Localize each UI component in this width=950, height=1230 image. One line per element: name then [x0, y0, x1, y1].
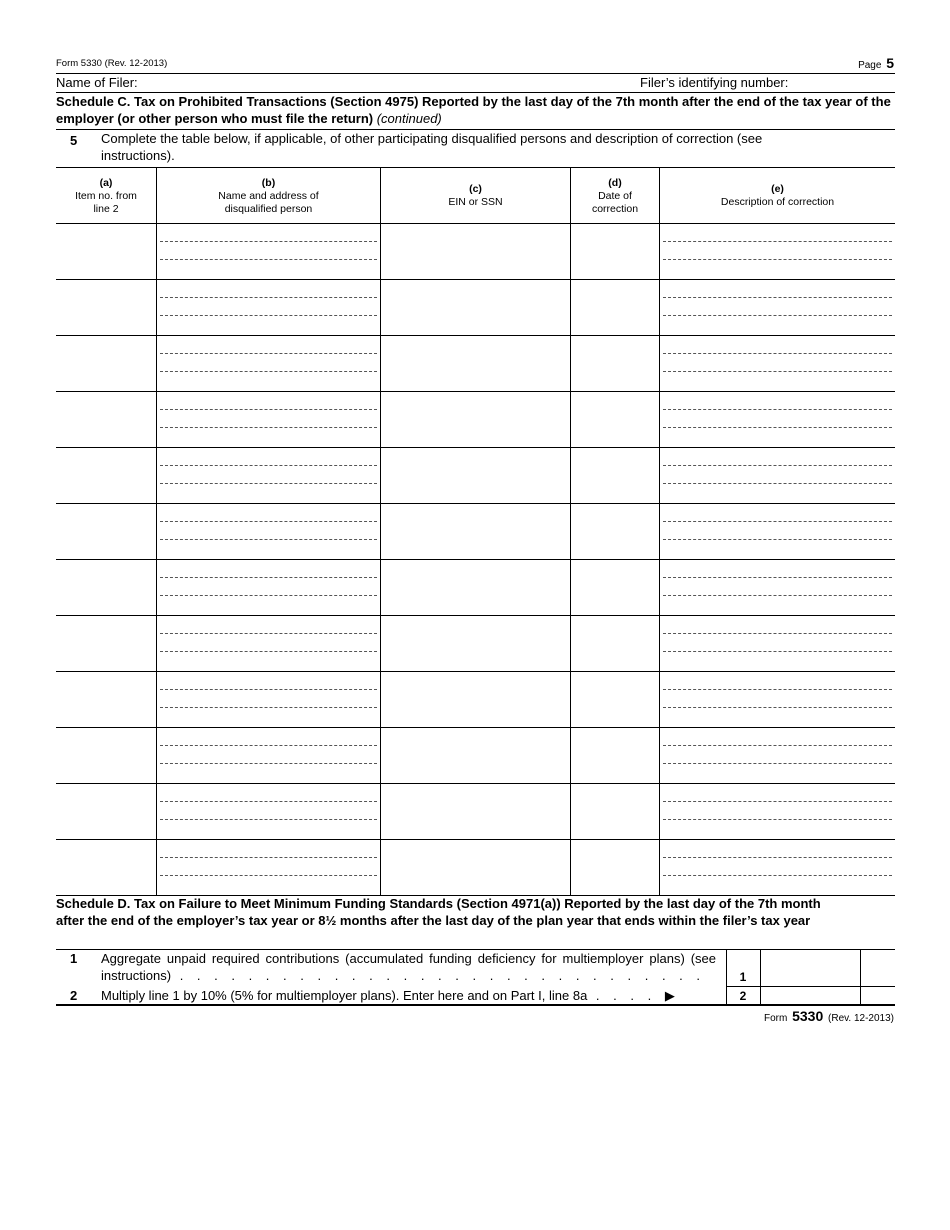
cell-name-address[interactable] [157, 336, 380, 390]
dotted-entry-line [663, 483, 892, 484]
dotted-entry-line [160, 745, 377, 746]
cell-item-no[interactable] [56, 280, 156, 334]
cell-ein-ssn[interactable] [381, 504, 570, 558]
dotted-entry-line [160, 595, 377, 596]
dotted-entry-line [160, 539, 377, 540]
cell-description[interactable] [660, 728, 895, 782]
col-c-letter: (c) [469, 183, 482, 195]
dotted-entry-line [160, 707, 377, 708]
dotted-entry-line [160, 371, 377, 372]
schedule-d-line-1-cents[interactable] [861, 951, 895, 985]
schedule-d-line-1-text: Aggregate unpaid required contributions (accumulated funding deficiency for multiemployer plans) (see instructions) . . . . . . . . . . . . . . . . . . . . . . . . . . . . . . . [101, 951, 716, 983]
schedule-d-line-1-label: Aggregate unpaid required contributions (accumulated funding deficiency for multiemployer plans) (see instructions) [101, 951, 716, 983]
dotted-entry-line [160, 689, 377, 690]
dotted-entry-line [663, 259, 892, 260]
cell-name-address[interactable] [157, 672, 380, 726]
col-c-label: EIN or SSN [448, 196, 503, 208]
dotted-entry-line [160, 577, 377, 578]
cell-description[interactable] [660, 336, 895, 390]
dotted-entry-line [663, 633, 892, 634]
schedule-d-title: Schedule D. Tax on Failure to Meet Minimum Funding Standards (Section 4971(a)) Reported by the last day of the 7th month after the end of the employer’s tax year or 8½ months after the last day of the plan year that ends within the filer’s tax year [56, 896, 821, 928]
dotted-entry-line [663, 689, 892, 690]
cell-description[interactable] [660, 504, 895, 558]
dotted-entry-line [160, 315, 377, 316]
cell-description[interactable] [660, 560, 895, 614]
cell-description[interactable] [660, 224, 895, 278]
dotted-entry-line [663, 465, 892, 466]
col-d-letter: (d) [608, 176, 622, 189]
cell-name-address[interactable] [157, 224, 380, 278]
dotted-entry-line [663, 241, 892, 242]
cell-item-no[interactable] [56, 560, 156, 614]
dotted-entry-line [160, 427, 377, 428]
cell-description[interactable] [660, 616, 895, 670]
col-a-letter: (a) [99, 176, 113, 189]
col-divider-bc [380, 167, 381, 895]
cell-name-address[interactable] [157, 560, 380, 614]
schedule-d-line-2-number: 2 [70, 988, 78, 1003]
footer-form-number: 5330 [792, 1008, 824, 1024]
dotted-entry-line [160, 651, 377, 652]
cell-ein-ssn[interactable] [381, 728, 570, 782]
col-a-header [56, 172, 156, 220]
footer-form-word: Form [763, 1013, 788, 1024]
cell-description[interactable] [660, 784, 895, 838]
schedule-c-title [56, 93, 895, 127]
dotted-entry-line [663, 707, 892, 708]
cell-ein-ssn[interactable] [381, 336, 570, 390]
cell-date-correction[interactable] [571, 840, 659, 894]
dotted-entry-line [663, 819, 892, 820]
cell-ein-ssn[interactable] [381, 840, 570, 894]
schedule-d-line-2-label: Multiply line 1 by 10% (5% for multiemployer plans). Enter here and on Part I, line 8a [101, 988, 588, 1003]
cell-item-no[interactable] [56, 224, 156, 278]
dotted-entry-line [160, 633, 377, 634]
dotted-entry-line [663, 409, 892, 410]
dotted-entry-line [663, 857, 892, 858]
dotted-entry-line [663, 539, 892, 540]
dotted-entry-line [160, 763, 377, 764]
col-divider-ab [156, 167, 157, 895]
form-revision: Form 5330 (Rev. 12-2013) [56, 58, 168, 69]
col-divider-de [659, 167, 660, 895]
dotted-entry-line [160, 297, 377, 298]
schedule-c-continued: (continued) [376, 111, 442, 126]
dotted-entry-line [663, 875, 892, 876]
cell-description[interactable] [660, 392, 895, 446]
page-number: 5 [886, 55, 894, 71]
dotted-entry-line [663, 801, 892, 802]
dotted-entry-line [160, 353, 377, 354]
dotted-entry-line [160, 857, 377, 858]
col-e-label: Description of correction [720, 196, 835, 208]
dotted-entry-line [663, 763, 892, 764]
filer-id-field[interactable] [805, 74, 895, 91]
dotted-entry-line [160, 259, 377, 260]
schedule-d-line-2-cents[interactable] [861, 988, 895, 1004]
cell-item-no[interactable] [56, 784, 156, 838]
cell-item-no[interactable] [56, 616, 156, 670]
col-d-label: Date of correction [591, 189, 639, 215]
cell-name-address[interactable] [157, 784, 380, 838]
cell-date-correction[interactable] [571, 504, 659, 558]
dotted-entry-line [160, 241, 377, 242]
cell-ein-ssn[interactable] [381, 392, 570, 446]
cell-name-address[interactable] [157, 616, 380, 670]
cell-ein-ssn[interactable] [381, 224, 570, 278]
cell-date-correction[interactable] [571, 728, 659, 782]
dotted-entry-line [663, 577, 892, 578]
arrow-icon: ▶ [664, 988, 675, 1003]
schedule-c-title-text: Schedule C. Tax on Prohibited Transactions (Section 4975) Reported by the last day of the 7th month after the end of the tax year of the employer (or other person who must file the return) [56, 94, 891, 126]
col-b-label: Name and address of disqualified person [218, 189, 319, 215]
cell-item-no[interactable] [56, 504, 156, 558]
cell-date-correction[interactable] [571, 616, 659, 670]
filer-name-label: Name of Filer: [56, 75, 138, 90]
cell-name-address[interactable] [157, 392, 380, 446]
schedule-d-line-1-amount[interactable] [761, 951, 859, 985]
dotted-entry-line [663, 521, 892, 522]
cell-name-address[interactable] [157, 728, 380, 782]
col-divider-cd [570, 167, 571, 895]
schedule-d-line-1-number: 1 [70, 951, 78, 966]
col-a-label: Item no. from line 2 [75, 189, 137, 215]
cell-description[interactable] [660, 280, 895, 334]
dotted-entry-line [160, 483, 377, 484]
schedule-d-line-2-amount[interactable] [761, 988, 859, 1004]
footer-rule [56, 1004, 895, 1006]
cell-item-no[interactable] [56, 448, 156, 502]
cell-description[interactable] [660, 840, 895, 894]
col-c-header [381, 172, 570, 220]
cell-date-correction[interactable] [571, 672, 659, 726]
col-d-header [571, 172, 659, 220]
cell-date-correction[interactable] [571, 448, 659, 502]
box-row-rule [727, 986, 895, 987]
cell-date-correction[interactable] [571, 392, 659, 446]
cell-ein-ssn[interactable] [381, 672, 570, 726]
col-e-header [660, 172, 895, 220]
dotted-entry-line [663, 651, 892, 652]
dotted-entry-line [160, 521, 377, 522]
schedule-d-box-1-label: 1 [739, 970, 747, 984]
col-e-letter: (e) [771, 183, 784, 195]
cell-date-correction[interactable] [571, 224, 659, 278]
page-indicator [858, 55, 894, 71]
cell-name-address[interactable] [157, 280, 380, 334]
cell-item-no[interactable] [56, 840, 156, 894]
schedule-d-line-2-text: Multiply line 1 by 10% (5% for multiemployer plans). Enter here and on Part I, line 8a . . . . ▶ [101, 988, 675, 1003]
filer-id-label: Filer’s identifying number: [640, 75, 789, 90]
cell-date-correction[interactable] [571, 784, 659, 838]
dotted-entry-line [160, 801, 377, 802]
dotted-entry-line [663, 427, 892, 428]
filer-name-field[interactable] [153, 74, 633, 91]
cell-ein-ssn[interactable] [381, 280, 570, 334]
dotted-entry-line [160, 465, 377, 466]
col-b-header [157, 172, 380, 220]
dotted-entry-line [663, 371, 892, 372]
cell-item-no[interactable] [56, 336, 156, 390]
cell-date-correction[interactable] [571, 336, 659, 390]
cell-date-correction[interactable] [571, 280, 659, 334]
cell-ein-ssn[interactable] [381, 560, 570, 614]
line-5-number: 5 [70, 133, 78, 148]
footer-form-id [764, 1008, 894, 1024]
dotted-entry-line [160, 819, 377, 820]
dotted-entry-line [663, 353, 892, 354]
cell-item-no[interactable] [56, 728, 156, 782]
page-label: Page [858, 60, 882, 71]
col-b-letter: (b) [261, 176, 276, 189]
cell-ein-ssn[interactable] [381, 616, 570, 670]
cell-description[interactable] [660, 672, 895, 726]
dotted-entry-line [663, 745, 892, 746]
dotted-entry-line [160, 409, 377, 410]
cell-ein-ssn[interactable] [381, 784, 570, 838]
cell-date-correction[interactable] [571, 560, 659, 614]
dotted-entry-line [663, 315, 892, 316]
footer-rev: (Rev. 12-2013) [828, 1013, 894, 1024]
cell-name-address[interactable] [157, 448, 380, 502]
schedule-d-box-2-label: 2 [739, 989, 747, 1003]
cell-name-address[interactable] [157, 504, 380, 558]
dotted-entry-line [160, 875, 377, 876]
dotted-entry-line [663, 297, 892, 298]
line-5-text: Complete the table below, if applicable, of other participating disqualified persons and description of correction (see instructions). [101, 131, 763, 163]
cell-item-no[interactable] [56, 672, 156, 726]
dotted-entry-line [663, 595, 892, 596]
cell-ein-ssn[interactable] [381, 448, 570, 502]
cell-description[interactable] [660, 448, 895, 502]
cell-name-address[interactable] [157, 840, 380, 894]
table-top-rule [56, 167, 895, 168]
cell-item-no[interactable] [56, 392, 156, 446]
